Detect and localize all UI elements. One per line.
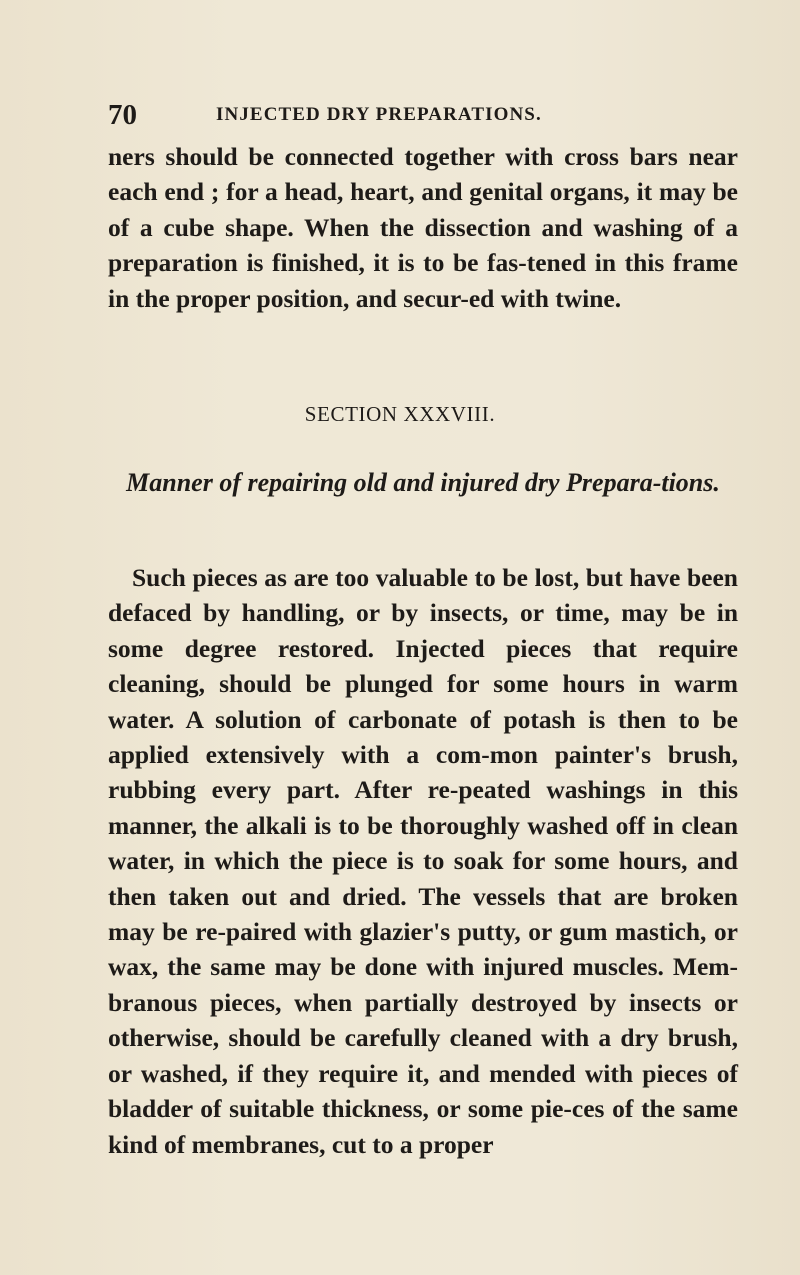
section-title: Manner of repairing old and injured dry Prepara-tions. (126, 468, 720, 497)
section-heading: SECTION XXXVIII. (304, 402, 496, 426)
continued-paragraph: ners should be connected together with cross bars near each end ; for a head, heart, and genital organs, it may be of a cube shape. When the dissection and washing of a preparation is finished, it is to be fas-tened in this frame in the proper position, and secur-ed with twine. (108, 142, 738, 313)
section-paragraph: Such pieces as are too valuable to be lost, but have been defaced by handling, or by insects, or time, may be in some degree restored. Injected pieces that require cleaning, should be plunged for some hours in warm water. A solution of carbonate of potash is then to be applied extensively with a com-mon painter's brush, rubbing every part. After re-peated washings in this manner, the alkali is to be thoroughly washed off in clean water, in which the piece is to soak for some hours, and then taken out and dried. The vessels that are broken may be re-paired with glazier's putty, or gum mastich, or wax, the same may be done with injured muscles. Mem-branous pieces, when partially destroyed by insects or otherwise, should be carefully cleaned with a dry brush, or washed, if they require it, and mended with pieces of bladder of suitable thickness, or some pie-ces of the same kind of membranes, cut to a proper (108, 563, 738, 1159)
running-head: INJECTED DRY PREPARATIONS. (216, 104, 542, 125)
page-number: 70 (108, 99, 137, 131)
page-header (108, 99, 748, 135)
